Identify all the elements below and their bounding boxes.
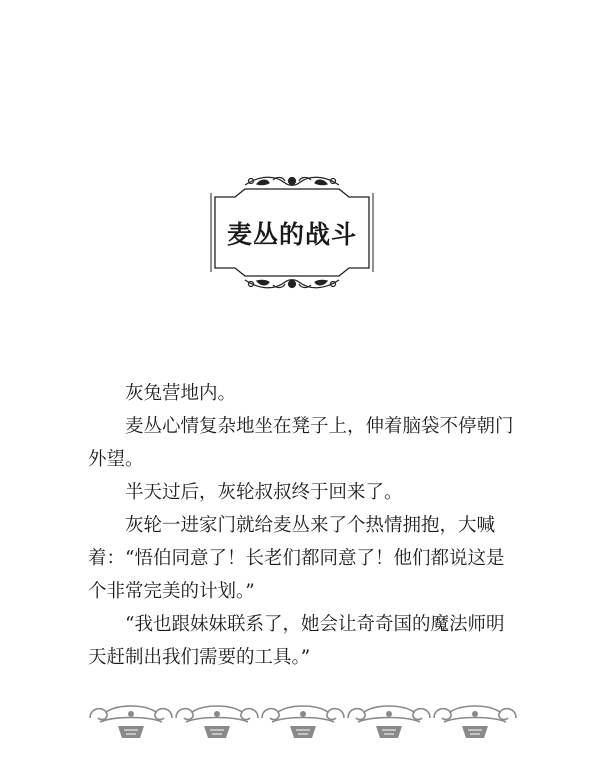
- scroll-border-icon: [88, 700, 518, 742]
- ornamental-border: [88, 700, 518, 746]
- paragraph: “我也跟妹妹联系了，她会让奇奇国的魔法师明天赶制出我们需要的工具。”: [88, 614, 505, 668]
- paragraph: 灰轮一进家门就给麦丛来了个热情拥抱，大喊着：“悟伯同意了！长老们都同意了！他们都说这是个非常完美的计划。”: [88, 515, 505, 602]
- chapter-title: 麦丛的战斗: [226, 220, 357, 249]
- story-body: [88, 377, 518, 674]
- paragraph: 半天过后，灰轮叔叔终于回来了。: [125, 482, 403, 503]
- chapter-title-frame: [205, 175, 379, 290]
- paragraph: 麦丛心情复杂地坐在凳子上，伸着脑袋不停朝门外望。: [88, 416, 514, 470]
- paragraph: 灰兔营地内。: [125, 383, 237, 404]
